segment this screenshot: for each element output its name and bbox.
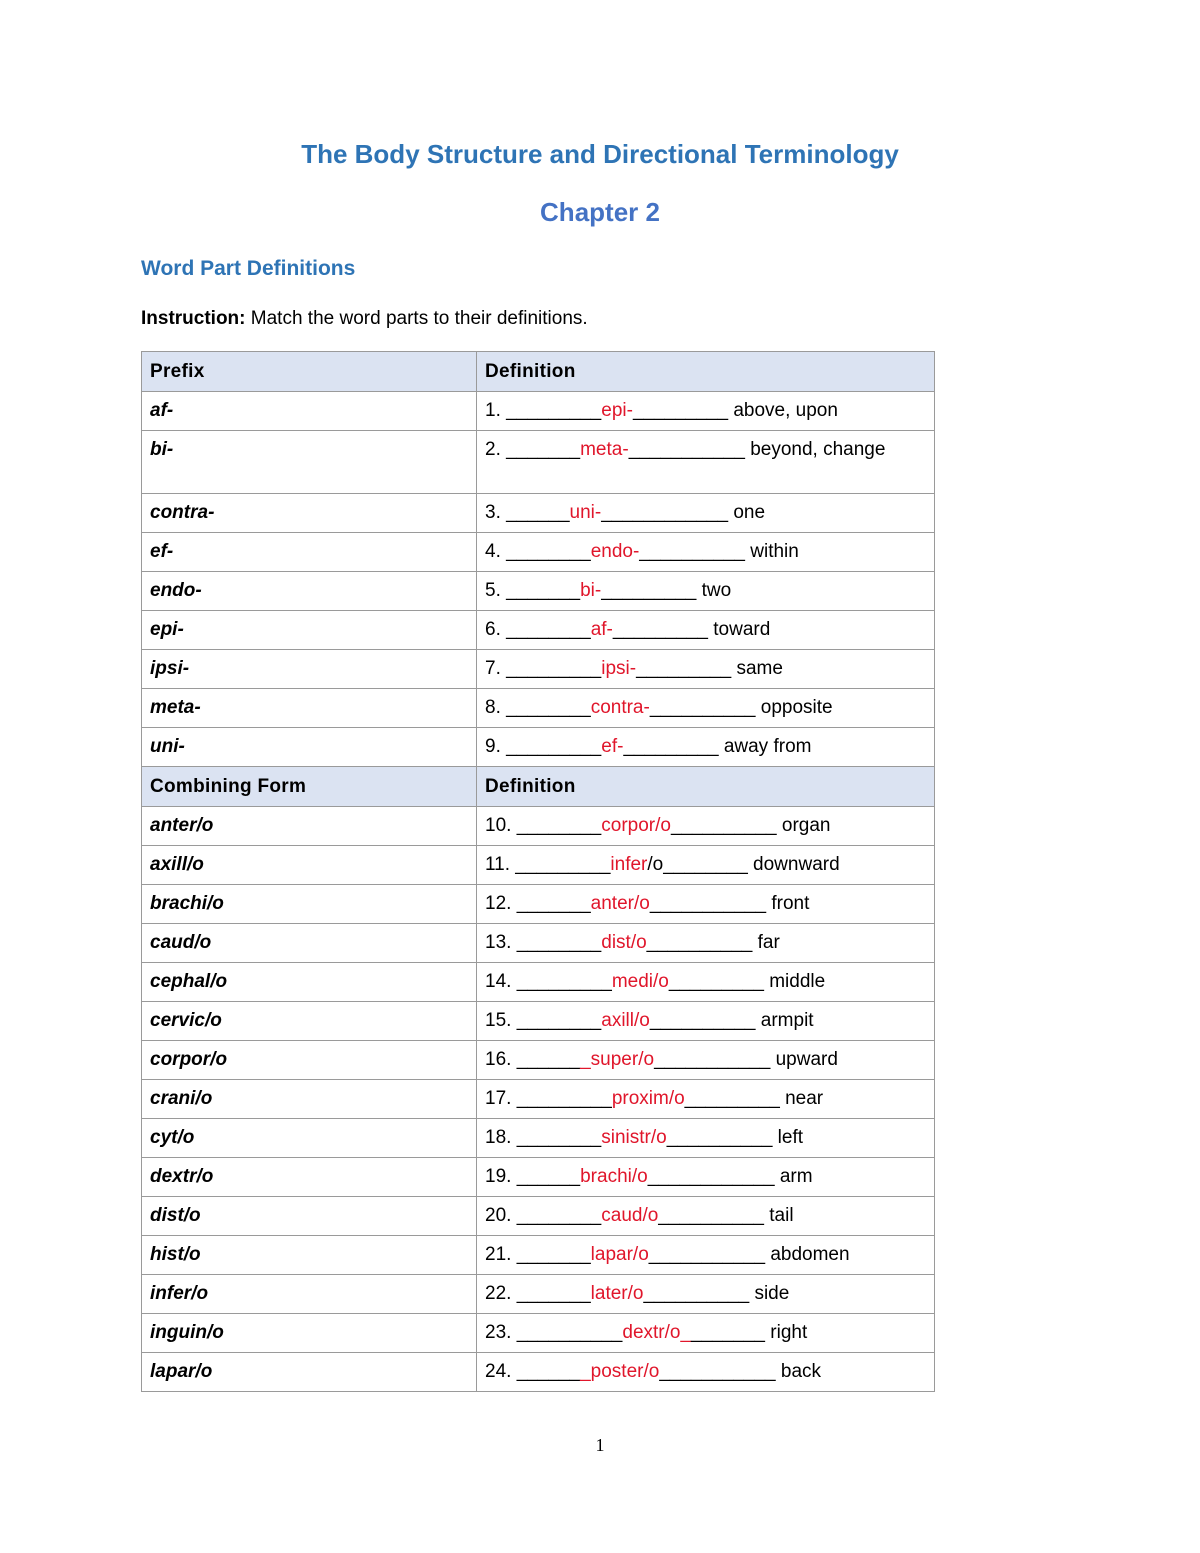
word-part-term: brachi/o [142, 885, 477, 924]
definition-text: far [757, 932, 780, 953]
blank-before: ________ [506, 697, 591, 718]
definition-cell [477, 650, 935, 689]
definition-text: same [736, 658, 783, 679]
word-part-term: ipsi- [142, 650, 477, 689]
table-row [142, 728, 935, 767]
blank-before: ________ [516, 1205, 602, 1226]
definition-text: side [754, 1283, 790, 1304]
item-number: 11. [485, 854, 511, 875]
item-number: 21. [485, 1244, 512, 1265]
word-part-term: dist/o [142, 1197, 477, 1236]
item-number: 24. [485, 1361, 512, 1382]
answer-text: anter/o [590, 893, 650, 914]
answer-text: contra- [590, 697, 650, 718]
word-part-term: crani/o [142, 1080, 477, 1119]
word-part-term: anter/o [142, 807, 477, 846]
blank-after: __________ [649, 1010, 756, 1031]
table-row [142, 1353, 935, 1392]
word-part-term: inguin/o [142, 1314, 477, 1353]
table-header-row [142, 767, 935, 807]
word-part-term: cervic/o [142, 1002, 477, 1041]
definition-text: organ [781, 815, 831, 836]
table-row [142, 533, 935, 572]
table-row [142, 650, 935, 689]
answer-text: proxim/o [611, 1088, 685, 1109]
definition-cell [477, 1119, 935, 1158]
table-row [142, 1197, 935, 1236]
table-row [142, 689, 935, 728]
definition-cell [477, 1002, 935, 1041]
blank-before: ________ [506, 541, 591, 562]
answer-text: _super/o [580, 1049, 655, 1070]
item-number: 7. [485, 658, 501, 679]
word-parts-table [141, 351, 935, 1392]
answer-text: lapar/o [590, 1244, 649, 1265]
blank-after: _________ [668, 971, 764, 992]
item-number: 14. [485, 971, 512, 992]
answer-text: uni- [569, 502, 602, 523]
definition-cell [477, 846, 935, 885]
definition-text: abdomen [770, 1244, 850, 1265]
item-number: 20. [485, 1205, 512, 1226]
item-number: 12. [485, 893, 512, 914]
blank-after: ____________ [647, 1166, 775, 1187]
table-row [142, 1119, 935, 1158]
answer-text: dextr/o_ [622, 1322, 692, 1343]
word-part-term: corpor/o [142, 1041, 477, 1080]
definition-text: back [780, 1361, 822, 1382]
word-part-term: bi- [142, 431, 477, 494]
table-row [142, 963, 935, 1002]
blank-after: _________ [612, 619, 708, 640]
definition-cell [477, 1080, 935, 1119]
blank-before: _________ [506, 736, 602, 757]
definition-cell [477, 1041, 935, 1080]
blank-before: _________ [506, 400, 602, 421]
table-row [142, 431, 935, 494]
blank-before: ______ [516, 1049, 581, 1070]
section-heading: Word Part Definitions [141, 257, 356, 280]
item-number: 4. [485, 541, 501, 562]
definition-cell [477, 1314, 935, 1353]
answer-text: later/o [590, 1283, 644, 1304]
answer-text: axill/o [601, 1010, 650, 1031]
answer-text: ef- [601, 736, 624, 757]
blank-after: __________ [639, 541, 745, 562]
answer-text: af- [590, 619, 613, 640]
chapter-heading: Chapter 2 [540, 197, 660, 227]
table-row [142, 611, 935, 650]
blank-after: __________ [670, 815, 777, 836]
answer-text: medi/o [611, 971, 669, 992]
blank-before: _______ [516, 1283, 591, 1304]
definition-cell [477, 611, 935, 650]
item-number: 1. [485, 400, 501, 421]
definition-cell [477, 807, 935, 846]
answer-text: dist/o [601, 932, 647, 953]
item-number: 15. [485, 1010, 512, 1031]
answer-text: endo- [590, 541, 640, 562]
definition-cell [477, 392, 935, 431]
word-part-term: epi- [142, 611, 477, 650]
definition-cell [477, 1275, 935, 1314]
definition-cell [477, 494, 935, 533]
blank-before: ______ [516, 1166, 581, 1187]
blank-before: _______ [516, 1244, 591, 1265]
blank-before: __________ [516, 1322, 623, 1343]
definition-text: within [750, 541, 799, 562]
item-number: 5. [485, 580, 501, 601]
word-part-term: cyt/o [142, 1119, 477, 1158]
blank-before: ________ [516, 815, 602, 836]
table-row [142, 1275, 935, 1314]
definition-text: arm [779, 1166, 813, 1187]
table-row [142, 924, 935, 963]
definition-text: above, upon [733, 400, 838, 421]
word-part-term: meta- [142, 689, 477, 728]
blank-after: ___________ [649, 893, 767, 914]
blank-before: ______ [516, 1361, 581, 1382]
blank-after: __________ [643, 1283, 750, 1304]
definition-cell [477, 1197, 935, 1236]
item-number: 18. [485, 1127, 512, 1148]
definition-text: upward [775, 1049, 838, 1070]
table-row [142, 572, 935, 611]
word-part-term: uni- [142, 728, 477, 767]
definition-text: armpit [760, 1010, 814, 1031]
blank-before: ________ [516, 932, 602, 953]
word-part-term: contra- [142, 494, 477, 533]
definition-text: left [777, 1127, 804, 1148]
blank-after: __________ [658, 1205, 764, 1226]
definition-text: two [701, 580, 732, 601]
table-row [142, 846, 935, 885]
word-part-term: ef- [142, 533, 477, 572]
blank-before: ________ [506, 619, 591, 640]
blank-before: _______ [506, 580, 581, 601]
definition-cell [477, 431, 935, 494]
definition-cell [477, 885, 935, 924]
header-col-term: Prefix [142, 352, 477, 392]
definition-text: near [785, 1088, 824, 1109]
blank-before: ______ [506, 502, 570, 523]
definition-cell [477, 728, 935, 767]
document-title: The Body Structure and Directional Terminology [301, 139, 899, 169]
table-row [142, 1158, 935, 1197]
word-part-term: lapar/o [142, 1353, 477, 1392]
item-number: 8. [485, 697, 501, 718]
item-number: 16. [485, 1049, 512, 1070]
instruction-label: Instruction: [141, 308, 246, 329]
table-row [142, 1002, 935, 1041]
blank-after: __________ [646, 932, 753, 953]
blank-before: _______ [516, 893, 591, 914]
answer-text: epi- [601, 400, 633, 421]
header-col-term: Combining Form [142, 767, 477, 807]
table-row [142, 494, 935, 533]
blank-before: _________ [516, 1088, 612, 1109]
definition-text: toward [713, 619, 771, 640]
item-number: 22. [485, 1283, 512, 1304]
blank-before: _______ [506, 439, 581, 460]
answer-text: brachi/o [580, 1166, 648, 1187]
definition-text: downward [753, 854, 840, 875]
answer-text: corpor/o [601, 815, 671, 836]
definition-cell [477, 1236, 935, 1275]
table-row [142, 1314, 935, 1353]
table-row [142, 1080, 935, 1119]
blank-after: _________ [601, 580, 697, 601]
definition-cell [477, 963, 935, 1002]
definition-cell [477, 572, 935, 611]
item-number: 17. [485, 1088, 512, 1109]
definition-text: front [771, 893, 810, 914]
blank-after: _________ [636, 658, 732, 679]
blank-before: ________ [516, 1127, 602, 1148]
definition-text: right [770, 1322, 808, 1343]
blank-before: _________ [516, 971, 612, 992]
answer-text: sinistr/o [601, 1127, 667, 1148]
blank-before: ________ [516, 1010, 602, 1031]
blank-before: _________ [515, 854, 611, 875]
page-number: 1 [595, 1435, 605, 1455]
blank-after: ___________ [628, 439, 745, 460]
answer-text: meta- [580, 439, 629, 460]
blank-after: _________ [684, 1088, 780, 1109]
blank-after: __________ [649, 697, 756, 718]
word-part-term: axill/o [142, 846, 477, 885]
blank-after: ___________ [659, 1361, 776, 1382]
item-number: 23. [485, 1322, 512, 1343]
word-part-term: af- [142, 392, 477, 431]
word-part-term: cephal/o [142, 963, 477, 1002]
item-number: 19. [485, 1166, 512, 1187]
table-row [142, 392, 935, 431]
definition-text: middle [769, 971, 826, 992]
table-row [142, 885, 935, 924]
blank-after: ____________ [601, 502, 729, 523]
definition-cell [477, 1158, 935, 1197]
blank-after: __________ [666, 1127, 773, 1148]
instruction [141, 308, 588, 330]
item-number: 2. [485, 439, 501, 460]
item-number: 6. [485, 619, 501, 640]
blank-after: _______ [691, 1322, 765, 1343]
definition-cell [477, 689, 935, 728]
blank-after: /o________ [647, 854, 748, 875]
word-part-term: infer/o [142, 1275, 477, 1314]
definition-text: away from [723, 736, 812, 757]
blank-after: _________ [623, 736, 719, 757]
answer-text: bi- [580, 580, 602, 601]
definition-text: beyond, change [750, 439, 886, 460]
table-row [142, 1041, 935, 1080]
word-part-term: endo- [142, 572, 477, 611]
word-part-term: dextr/o [142, 1158, 477, 1197]
table-header-row [142, 352, 935, 392]
table-row [142, 807, 935, 846]
item-number: 9. [485, 736, 501, 757]
answer-text: _poster/o [580, 1361, 660, 1382]
definition-cell [477, 533, 935, 572]
answer-text: infer [610, 854, 648, 875]
blank-before: _________ [506, 658, 602, 679]
definition-cell [477, 1353, 935, 1392]
word-part-term: hist/o [142, 1236, 477, 1275]
instruction-text: Match the word parts to their definitions. [245, 308, 588, 329]
item-number: 13. [485, 932, 512, 953]
blank-after: _________ [632, 400, 729, 421]
definition-text: tail [769, 1205, 794, 1226]
table-row [142, 1236, 935, 1275]
header-col-definition: Definition [477, 352, 935, 392]
blank-after: ___________ [648, 1244, 766, 1265]
definition-cell [477, 924, 935, 963]
definition-text: opposite [760, 697, 833, 718]
item-number: 10. [485, 815, 512, 836]
header-col-definition: Definition [477, 767, 935, 807]
word-part-term: caud/o [142, 924, 477, 963]
blank-after: ___________ [654, 1049, 771, 1070]
definition-text: one [733, 502, 766, 523]
answer-text: ipsi- [601, 658, 637, 679]
answer-text: caud/o [601, 1205, 659, 1226]
item-number: 3. [485, 502, 501, 523]
